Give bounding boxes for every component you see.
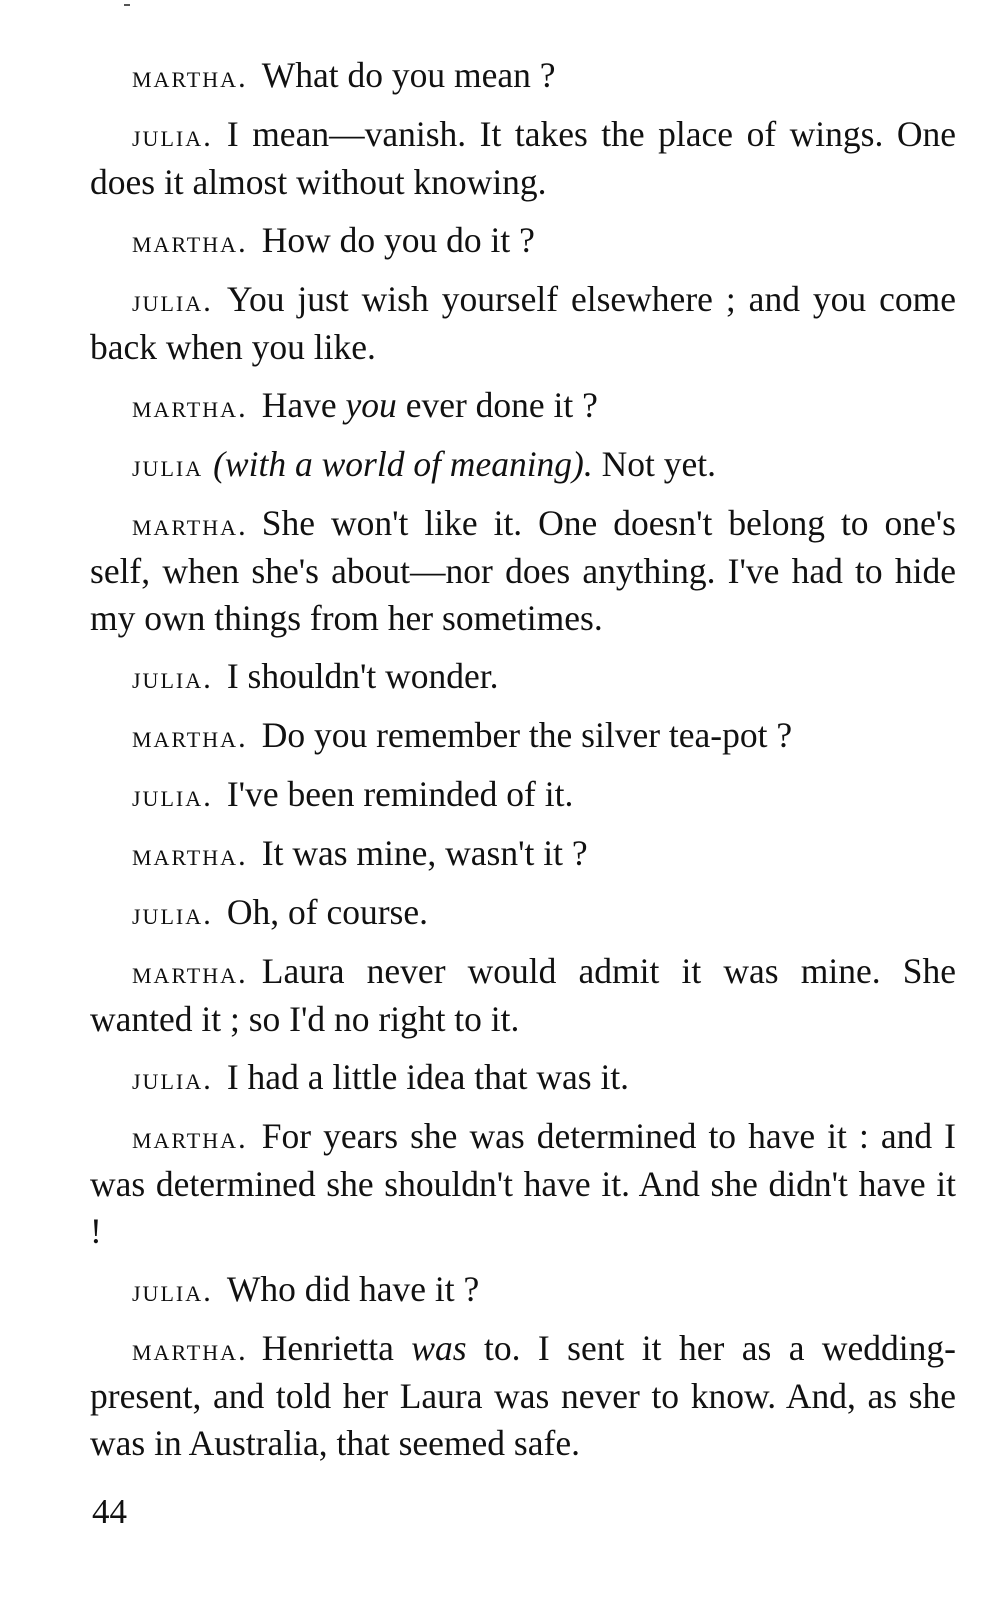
speech-text: I've been reminded of it. xyxy=(226,774,574,814)
speaker-name: julia xyxy=(132,448,204,483)
speech-emphasis: was xyxy=(411,1328,467,1368)
speech-text: How do you do it ? xyxy=(261,220,535,260)
page-body xyxy=(90,52,956,1478)
page-number: 44 xyxy=(92,1492,127,1531)
speech-text: Do you remember the silver tea-pot ? xyxy=(261,715,793,755)
speaker-name: martha. xyxy=(132,837,248,872)
speaker-name: julia. xyxy=(132,283,213,318)
speech-martha-8 xyxy=(90,1113,956,1255)
speaker-name: martha. xyxy=(132,955,248,990)
speech-julia-8 xyxy=(90,1266,956,1314)
speech-martha-1 xyxy=(90,52,956,100)
speech-text: What do you mean ? xyxy=(261,55,556,95)
speech-martha-3 xyxy=(90,382,956,430)
speaker-name: martha. xyxy=(132,507,248,542)
speech-julia-6 xyxy=(90,889,956,937)
speech-text: Who did have it ? xyxy=(226,1269,480,1309)
speech-julia-7 xyxy=(90,1054,956,1102)
speech-martha-7 xyxy=(90,948,956,1043)
ink-speck xyxy=(124,4,130,6)
speech-julia-3 xyxy=(90,441,956,489)
speech-julia-2 xyxy=(90,276,956,371)
speaker-name: martha. xyxy=(132,59,248,94)
speech-text: Not yet. xyxy=(592,444,717,484)
speech-martha-5 xyxy=(90,712,956,760)
speaker-name: martha. xyxy=(132,224,248,259)
speaker-name: julia. xyxy=(132,660,213,695)
speech-martha-6 xyxy=(90,830,956,878)
speech-martha-2 xyxy=(90,217,956,265)
speech-julia-4 xyxy=(90,653,956,701)
speech-text: I shouldn't wonder. xyxy=(226,656,499,696)
speaker-name: julia. xyxy=(132,896,213,931)
speech-julia-5 xyxy=(90,771,956,819)
speech-martha-4 xyxy=(90,500,956,642)
speech-julia-1 xyxy=(90,111,956,206)
speaker-name: julia. xyxy=(132,778,213,813)
speaker-name: julia. xyxy=(132,118,213,153)
speech-text: It was mine, wasn't it ? xyxy=(261,833,588,873)
speech-martha-9 xyxy=(90,1325,956,1467)
speech-text: to. I sent it her as a wedding-present, and told her Laura was never to know. And, as she was in Australia, that seemed safe. xyxy=(90,1328,956,1463)
speaker-name: martha. xyxy=(132,389,248,424)
speech-text: For years she was determined to have it : and I was determined she shouldn't have it. And she didn't have it ! xyxy=(90,1116,956,1251)
speech-text: Oh, of course. xyxy=(226,892,428,932)
speech-emphasis: you xyxy=(345,385,397,425)
speech-text: I had a little idea that was it. xyxy=(226,1057,630,1097)
speaker-name: julia. xyxy=(132,1061,213,1096)
speech-text: ever done it ? xyxy=(396,385,598,425)
speech-text: Laura never would admit it was mine. She wanted it ; so I'd no right to it. xyxy=(90,951,956,1039)
speaker-name: julia. xyxy=(132,1273,213,1308)
speech-text: I mean—vanish. It takes the place of wings. One does it almost without knowing. xyxy=(90,114,956,202)
stage-direction: (with a world of meaning). xyxy=(213,444,593,484)
speaker-name: martha. xyxy=(132,1332,248,1367)
speech-text: She won't like it. One doesn't belong to one's self, when she's about—nor does anything. I've had to hide my own things from her sometimes. xyxy=(90,503,956,638)
speaker-name: martha. xyxy=(132,1120,248,1155)
speech-text-before: Have xyxy=(261,385,346,425)
speech-text: You just wish yourself elsewhere ; and you come back when you like. xyxy=(90,279,956,367)
speaker-name: martha. xyxy=(132,719,248,754)
speech-text-before: Henrietta xyxy=(261,1328,412,1368)
